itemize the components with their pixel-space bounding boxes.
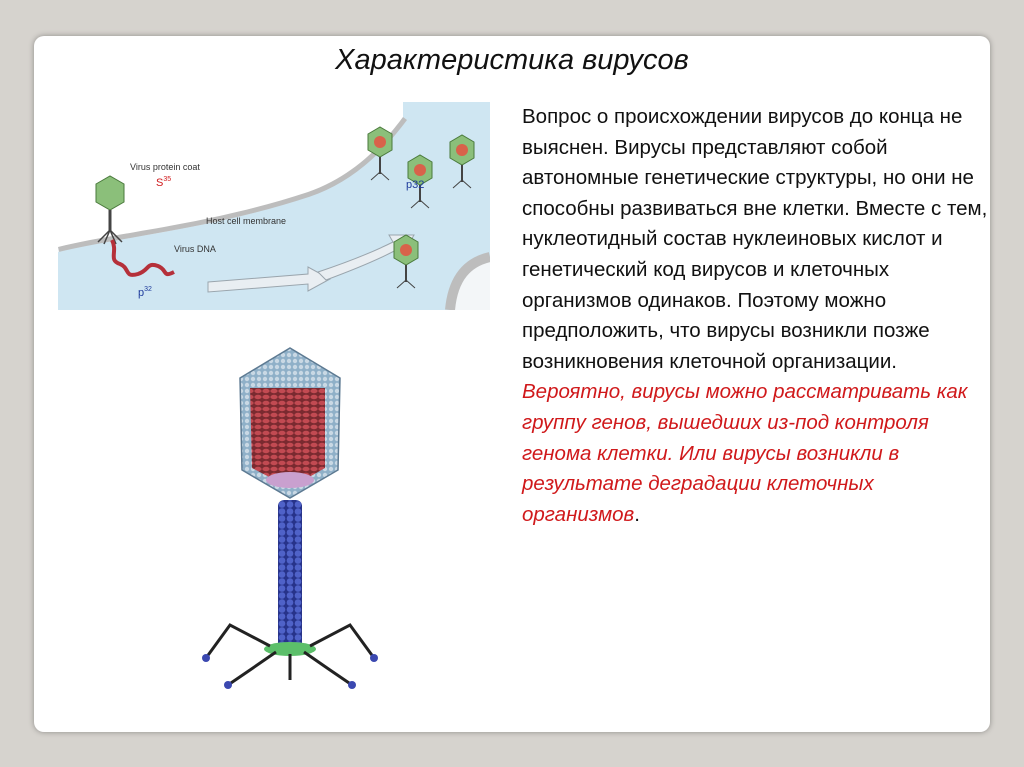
label-p32-right: p32: [406, 179, 425, 191]
emphasis-paragraph: Вероятно, вирусы можно рассматривать как группу генов, вышедших из-под контроля генома клетки. Или вирусы возникли в результате деградации клеточных организмов: [522, 380, 968, 526]
main-paragraph: Вопрос о происхождении вирусов до конца не выяснен. Вирусы представляют собой автономные генетические структуры, но они не способны развиваться вне клетки. Вместе с тем, нуклеотидный состав нуклеиновых кислот и генетический код вирусов и клеточных организмов одинаков. Поэтому можно предположить, что вирусы возникли позже возникновения клеточной организации.: [522, 105, 988, 373]
body-text: [522, 102, 992, 530]
label-host-membrane: Host cell membrane: [206, 216, 287, 226]
label-virus-dna: Virus DNA: [174, 244, 216, 254]
label-virus-coat: Virus protein coat: [130, 162, 200, 172]
label-p32-left: $p^{32}$: [138, 286, 152, 299]
label-s35: $S^{35}$: [156, 176, 172, 189]
phage-tail: [278, 500, 302, 648]
bacteriophage-model: [190, 340, 390, 700]
paragraph-end: .: [634, 502, 640, 526]
virus-infection-diagram: [58, 102, 490, 310]
phage-collar: [266, 472, 314, 488]
slide-title: Характеристика вирусов: [335, 44, 689, 76]
